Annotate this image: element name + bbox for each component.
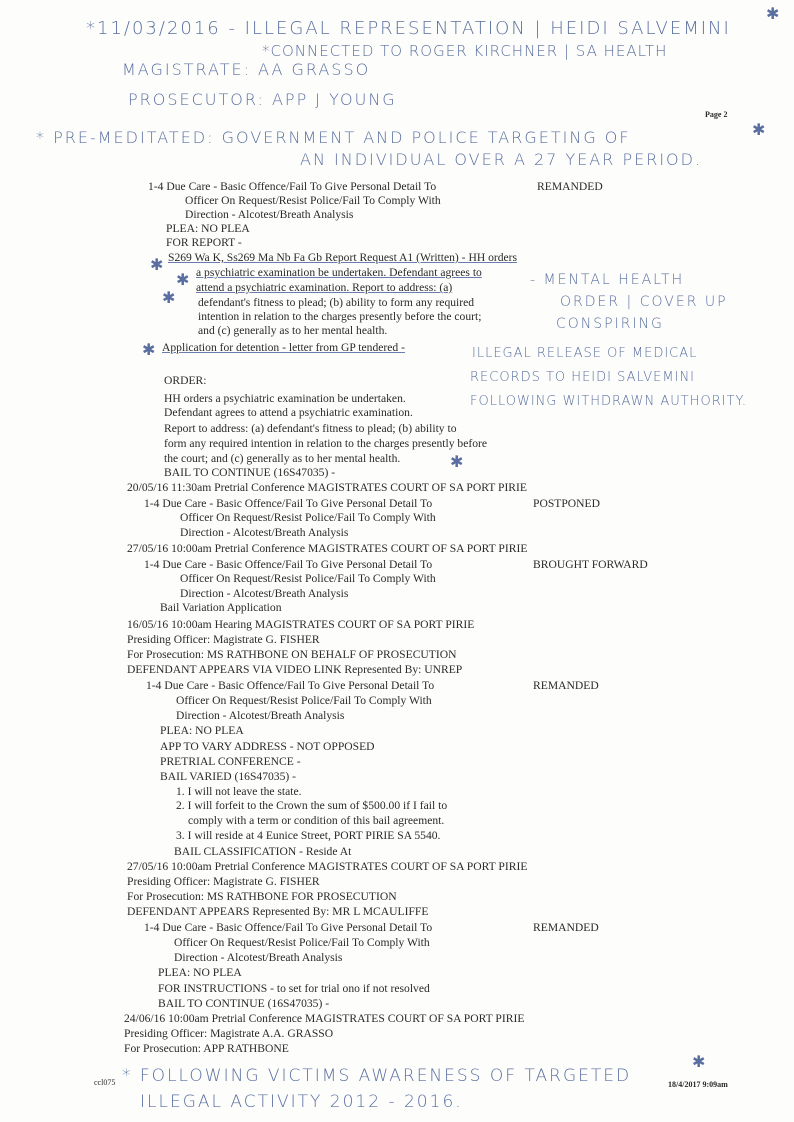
text-line: a psychiatric examination be undertaken. Defendant agrees to xyxy=(196,266,482,279)
text-line: PLEA: NO PLEA xyxy=(160,724,244,737)
text-line: Officer On Request/Resist Police/Fail To Comply With xyxy=(180,511,436,524)
text-line: Application for detention - letter from GP tendered - xyxy=(162,341,405,354)
handwritten-illegal-2: RECORDS TO HEIDI SALVEMINI xyxy=(470,370,696,385)
text-line: 27/05/16 10:00am Pretrial Conference MAGISTRATES COURT OF SA PORT PIRIE xyxy=(127,542,528,555)
handwritten-mental-health-1: - MENTAL HEALTH xyxy=(530,272,685,288)
text-line: Direction - Alcotest/Breath Analysis xyxy=(174,951,343,964)
text-line: BAIL CLASSIFICATION - Reside At xyxy=(174,845,352,858)
asterisk-mark: ✱ xyxy=(450,452,464,471)
text-line: DEFENDANT APPEARS VIA VIDEO LINK Represented By: UNREP xyxy=(127,663,463,676)
text-line: For Prosecution: MS RATHBONE ON BEHALF OF PROSECUTION xyxy=(127,648,457,661)
asterisk-mark: ✱ xyxy=(176,270,190,289)
text-line: attend a psychiatric examination. Report to address: (a) xyxy=(196,281,453,294)
text-line: Officer On Request/Resist Police/Fail To Comply With xyxy=(180,572,436,585)
asterisk-mark: ✱ xyxy=(162,288,176,307)
handwritten-mental-health-2: ORDER | COVER UP xyxy=(560,294,728,310)
text-line: 1-4 Due Care - Basic Offence/Fail To Give Personal Detail To xyxy=(144,497,433,510)
asterisk-mark: ✱ xyxy=(692,1052,706,1071)
footer-timestamp: 18/4/2017 9:09am xyxy=(668,1080,728,1089)
text-line: Presiding Officer: Magistrate G. FISHER xyxy=(127,875,320,888)
handwritten-mental-health-3: CONSPIRING xyxy=(556,316,664,332)
text-line: Bail Variation Application xyxy=(160,601,282,614)
text-line: 1-4 Due Care - Basic Offence/Fail To Give Personal Detail To xyxy=(148,180,437,193)
handwritten-line-4: PROSECUTOR: APP J YOUNG xyxy=(128,90,397,109)
handwritten-illegal-3: FOLLOWING WITHDRAWN AUTHORITY. xyxy=(470,394,747,409)
handwritten-line-6: AN INDIVIDUAL OVER A 27 YEAR PERIOD. xyxy=(300,150,703,169)
text-line: 1. I will not leave the state. xyxy=(176,785,302,798)
text-line: PRETRIAL CONFERENCE - xyxy=(160,755,301,768)
status-remanded: REMANDED xyxy=(533,921,599,934)
text-line: For Prosecution: MS RATHBONE FOR PROSECUTION xyxy=(127,890,397,903)
text-line: BAIL VARIED (16S47035) - xyxy=(160,770,297,783)
text-line: Direction - Alcotest/Breath Analysis xyxy=(180,587,349,600)
text-line: PLEA: NO PLEA xyxy=(166,222,250,235)
text-line: FOR REPORT - xyxy=(166,236,242,249)
text-line: Presiding Officer: Magistrate G. FISHER xyxy=(127,633,320,646)
text-line: FOR INSTRUCTIONS - to set for trial ono if not resolved xyxy=(158,982,430,995)
text-line: ORDER: xyxy=(164,374,207,387)
footer-code: ccl075 xyxy=(94,1078,116,1087)
status-brought-forward: BROUGHT FORWARD xyxy=(533,558,648,571)
text-line: BAIL TO CONTINUE (16S47035) - xyxy=(158,997,330,1010)
status-postponed: POSTPONED xyxy=(533,497,600,510)
text-line: comply with a term or condition of this bail agreement. xyxy=(188,814,445,827)
handwritten-line-3: MAGISTRATE: AA GRASSO xyxy=(122,60,371,79)
text-line: 24/06/16 10:00am Pretrial Conference MAGISTRATES COURT OF SA PORT PIRIE xyxy=(124,1012,525,1025)
text-line: form any required intention in relation to the charges presently before xyxy=(164,437,488,450)
text-line: BAIL TO CONTINUE (16S47035) - xyxy=(164,466,336,479)
text-line: Defendant agrees to attend a psychiatric examination. xyxy=(164,406,413,419)
text-line: Direction - Alcotest/Breath Analysis xyxy=(185,208,354,221)
text-line: Presiding Officer: Magistrate A.A. GRASSO xyxy=(124,1027,334,1040)
text-line: 1-4 Due Care - Basic Offence/Fail To Give Personal Detail To xyxy=(144,558,433,571)
text-line: DEFENDANT APPEARS Represented By: MR L MCAULIFFE xyxy=(127,905,429,918)
text-line: PLEA: NO PLEA xyxy=(158,966,242,979)
text-line: and (c) generally as to her mental health. xyxy=(198,324,388,337)
handwritten-line-1: *11/03/2016 - ILLEGAL REPRESENTATION | HEIDI SALVEMINI xyxy=(86,18,731,39)
text-line: 16/05/16 10:00am Hearing MAGISTRATES COURT OF SA PORT PIRIE xyxy=(127,618,475,631)
asterisk-mark: ✱ xyxy=(752,120,766,139)
text-line: 20/05/16 11:30am Pretrial Conference MAGISTRATES COURT OF SA PORT PIRIE xyxy=(127,481,527,494)
text-line: 27/05/16 10:00am Pretrial Conference MAGISTRATES COURT OF SA PORT PIRIE xyxy=(127,860,528,873)
text-line: Direction - Alcotest/Breath Analysis xyxy=(176,709,345,722)
handwritten-footer-1: * FOLLOWING VICTIMS AWARENESS OF TARGETED xyxy=(122,1066,632,1086)
asterisk-mark: ✱ xyxy=(150,255,164,274)
text-line: intention in relation to the charges presently before the court; xyxy=(198,310,482,323)
handwritten-illegal-1: ILLEGAL RELEASE OF MEDICAL xyxy=(472,346,698,361)
text-line: APP TO VARY ADDRESS - NOT OPPOSED xyxy=(160,740,375,753)
text-line: Officer On Request/Resist Police/Fail To Comply With xyxy=(185,194,441,207)
text-line: Officer On Request/Resist Police/Fail To Comply With xyxy=(174,936,430,949)
handwritten-line-2: *CONNECTED TO ROGER KIRCHNER | SA HEALTH xyxy=(262,42,668,60)
asterisk-mark: ✱ xyxy=(142,340,156,359)
page-number: Page 2 xyxy=(705,110,728,119)
text-line: defendant's fitness to plead; (b) ability to form any required xyxy=(198,296,475,309)
text-line: 1-4 Due Care - Basic Offence/Fail To Give Personal Detail To xyxy=(146,679,435,692)
text-line: 3. I will reside at 4 Eunice Street, PORT PIRIE SA 5540. xyxy=(176,829,441,842)
asterisk-mark: ✱ xyxy=(766,4,780,23)
text-line: 1-4 Due Care - Basic Offence/Fail To Give Personal Detail To xyxy=(144,921,433,934)
text-line: S269 Wa K, Ss269 Ma Nb Fa Gb Report Request A1 (Written) - HH orders xyxy=(168,251,518,264)
handwritten-line-5: * PRE-MEDITATED: GOVERNMENT AND POLICE TARGETING OF xyxy=(36,128,631,147)
text-line: the court; and (c) generally as to her mental health. xyxy=(164,452,401,465)
text-line: HH orders a psychiatric examination be undertaken. xyxy=(164,392,406,405)
text-line: Direction - Alcotest/Breath Analysis xyxy=(180,526,349,539)
text-line: Officer On Request/Resist Police/Fail To Comply With xyxy=(176,694,432,707)
text-line: For Prosecution: APP RATHBONE xyxy=(124,1042,289,1055)
status-remanded: REMANDED xyxy=(533,679,599,692)
status-remanded: REMANDED xyxy=(537,180,603,193)
text-line: 2. I will forfeit to the Crown the sum of $500.00 if I fail to xyxy=(176,799,448,812)
handwritten-footer-2: ILLEGAL ACTIVITY 2012 - 2016. xyxy=(140,1092,463,1112)
text-line: Report to address: (a) defendant's fitness to plead; (b) ability to xyxy=(164,422,457,435)
